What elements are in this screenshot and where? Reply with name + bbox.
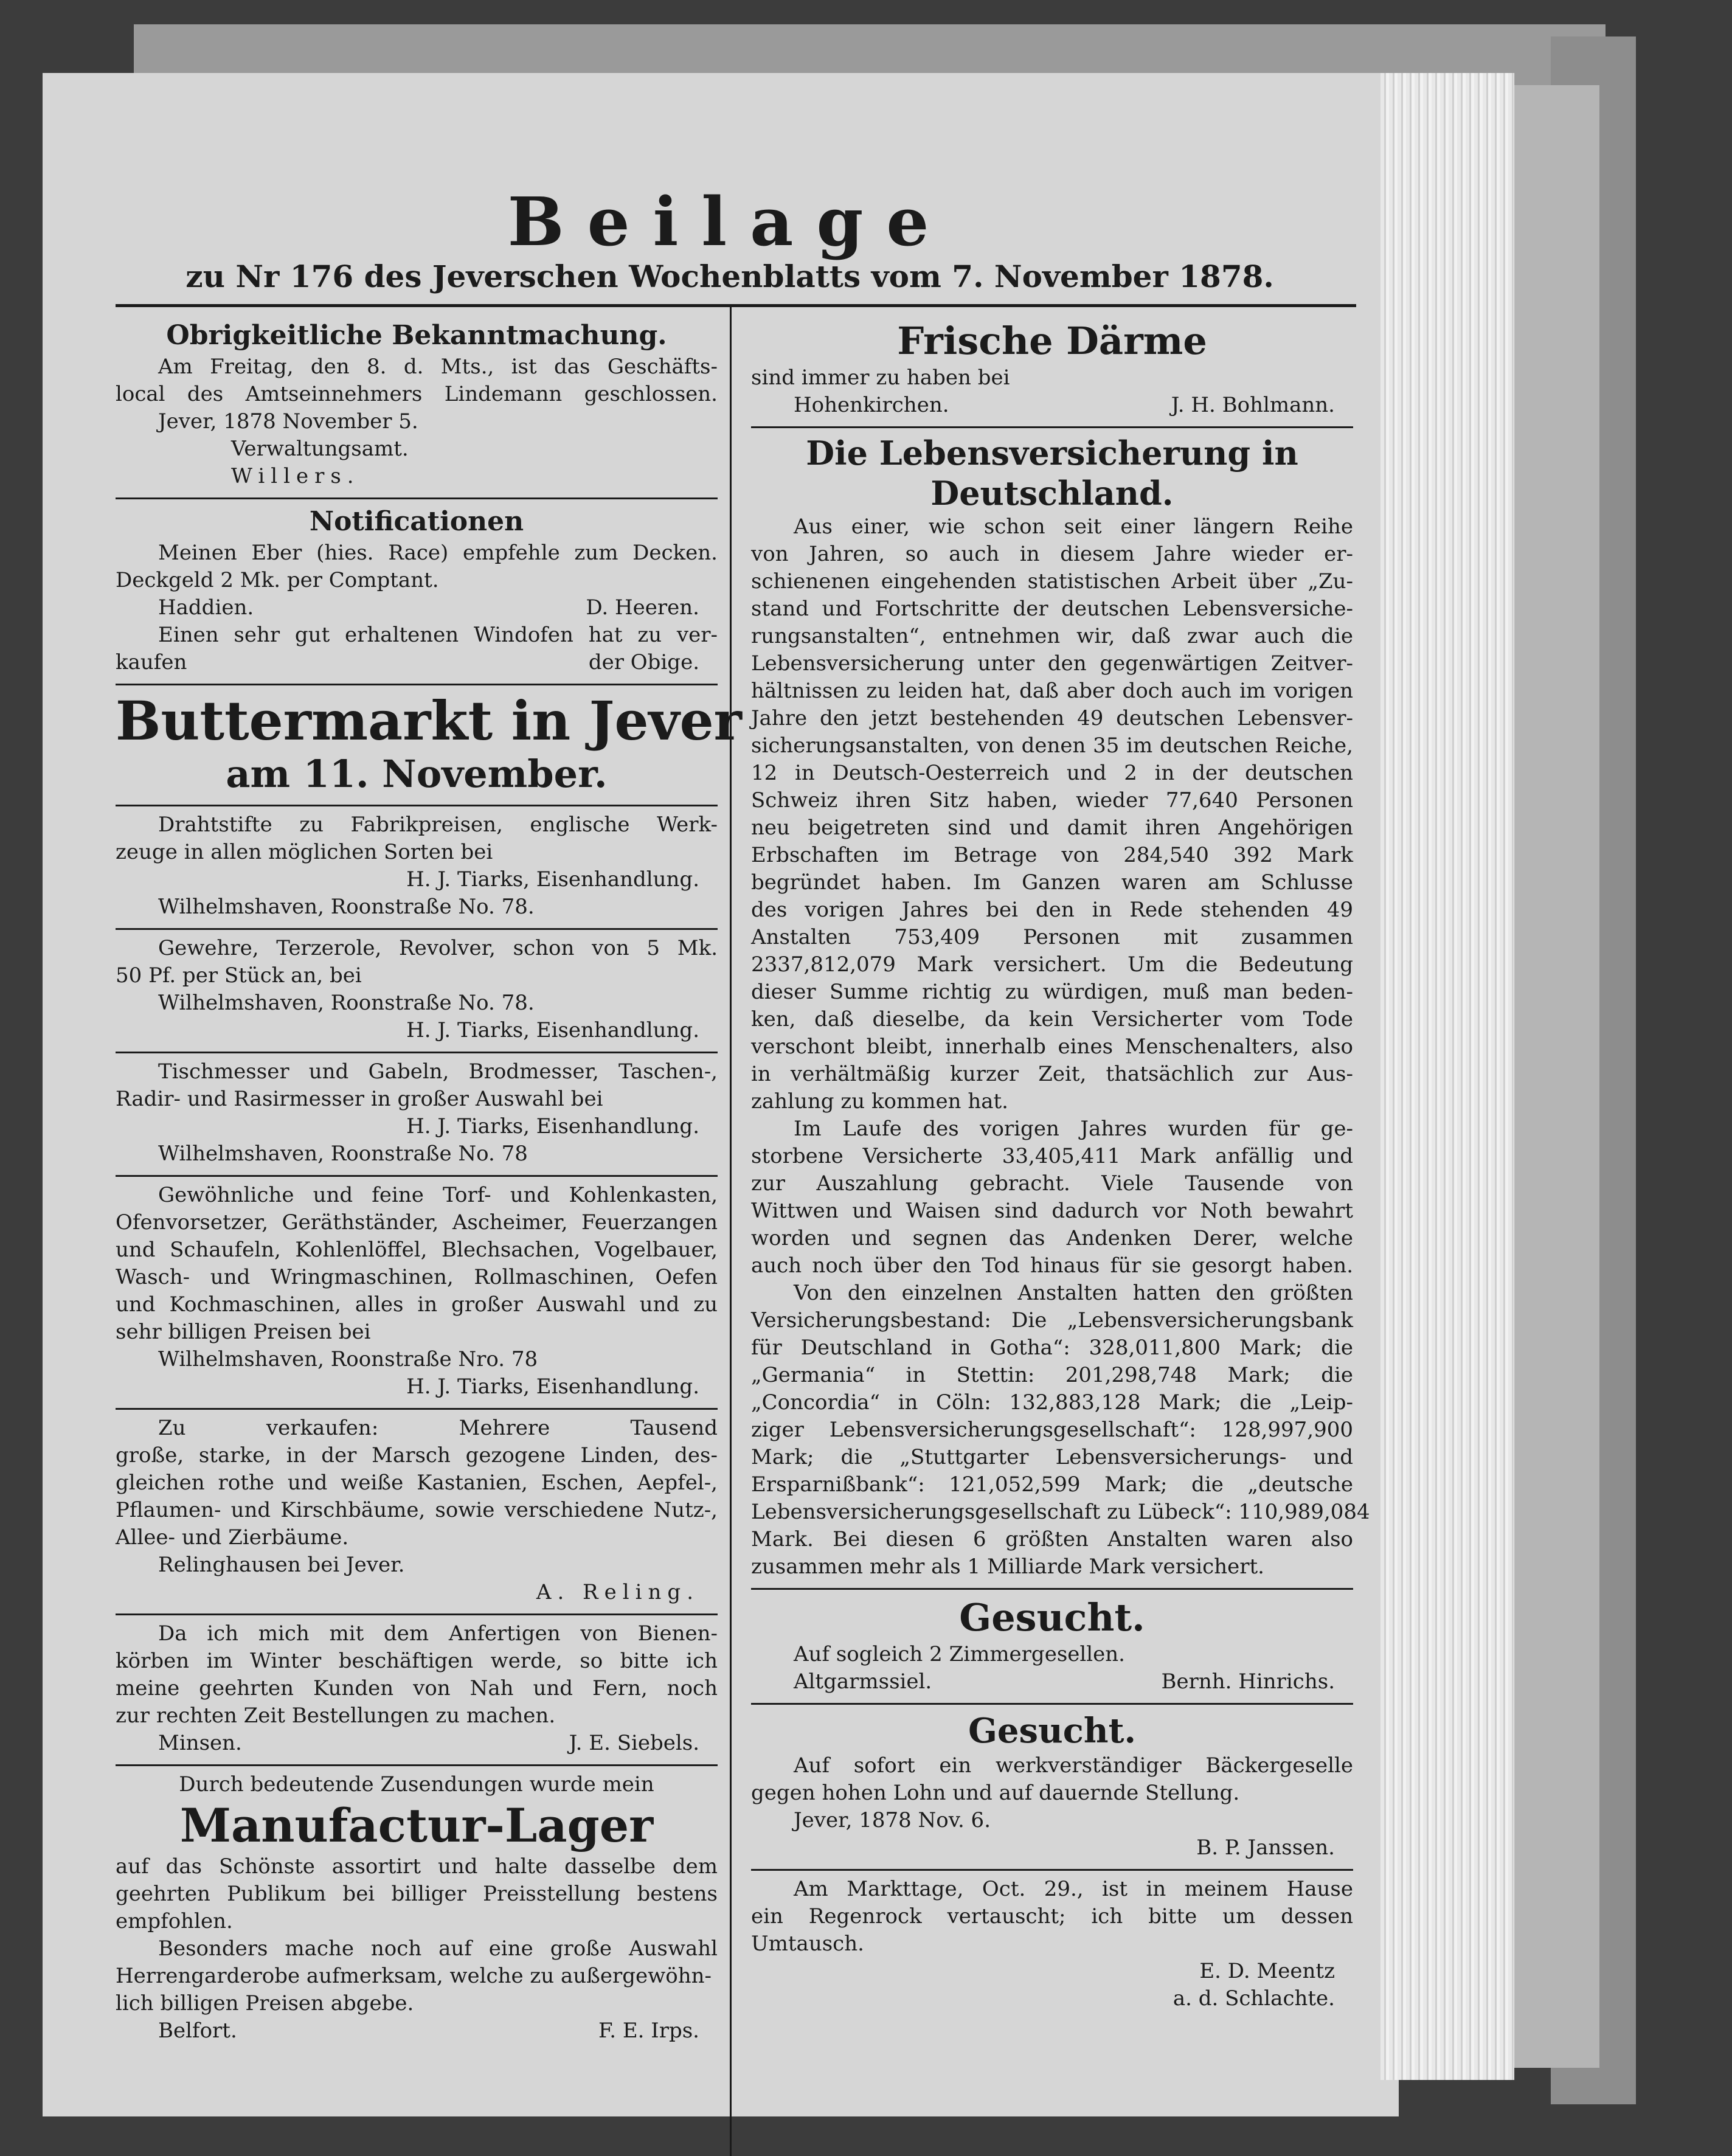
firm-name: H. J. Tiarks, Eisenhandlung. [406,1374,699,1399]
place: Minsen. [158,1731,242,1755]
signature-row [116,594,718,622]
text-line: 50 Pf. per Stück an, bei [116,963,362,988]
text-line: Zu verkaufen: Mehrere Tausend [158,1416,718,1440]
text-line: dieser Summe richtig zu würdigen, muß man beden- [751,980,1353,1004]
text-line: sehr billigen Preisen bei [116,1320,371,1344]
text-line: lich billigen Preisen abgebe. [116,1991,414,2016]
text-line: hältnissen zu leiden hat, daß aber doch auch im vorigen [751,679,1353,703]
article-title-line1: Die Lebensversicherung in [806,434,1298,473]
text-line: Anstalten 753,409 Personen mit zusammen [751,925,1353,949]
text-line: ziger Lebensversicherungsgesellschaft“: 128,997,900 [751,1418,1353,1442]
text-line: auf das Schönste assortirt und halte dasselbe dem [116,1854,718,1879]
text-line: Auf sogleich 2 Zimmergesellen. [794,1642,1125,1666]
text-line: zahlung zu kommen hat. [751,1089,1008,1114]
page-content [103,182,1370,2104]
text-line: stand und Fortschritte der deutschen Lebensversiche- [751,597,1353,621]
column-divider [730,307,732,2156]
gesucht-title: Gesucht. [968,1711,1136,1751]
text-line: Jahre den jetzt bestehenden 49 deutschen Lebensver- [751,706,1353,730]
text-line: Am Freitag, den 8. d. Mts., ist das Geschäfts- [158,355,718,379]
text-line: kaufen [116,650,187,674]
signature: A. Reling. [536,1580,699,1604]
text-line: Allee- und Zierbäume. [116,1525,349,1550]
text-line: große, starke, in der Marsch gezogene Linden, des- [116,1443,718,1468]
manufactur-title: Manufactur-Lager [179,1798,654,1853]
text-line: Erbschaften im Betrage von 284,540 392 Mark [751,843,1353,867]
text-line: ken, daß dieselbe, da kein Versicherter vom Tode [751,1007,1353,1031]
text-line: verschont bleibt, innerhalb eines Menschenalters, also [751,1035,1353,1059]
book-cover-edge [1514,85,1599,2068]
place: Altgarmssiel. [794,1669,932,1694]
place: Haddien. [158,595,254,620]
book-page-edges [1380,73,1514,2080]
text-line: empfohlen. [116,1909,233,1933]
text-line: Versicherungsbestand: Die „Lebensversicherungsbank [751,1308,1353,1333]
text-line: und Kochmaschinen, alles in großer Auswahl und zu [116,1292,718,1317]
article-lebensversicherung [751,428,1370,1590]
firm-address: Wilhelmshaven, Roonstraße No. 78 [158,1142,528,1166]
ad-drahtstifte [116,806,718,930]
article-paragraph [751,1115,1353,1280]
text-line: zur Auszahlung gebracht. Viele Tausende von [751,1171,1353,1196]
ad-regenrock [751,1871,1353,2020]
text-line: geehrten Publikum bei billiger Preisstellung bestens [116,1882,718,1906]
daerme-title: Frische Därme [897,319,1207,363]
text-row [116,649,718,676]
firm-address: Wilhelmshaven, Roonstraße Nro. 78 [158,1347,538,1371]
ad-bienenkoerbe [116,1615,718,1766]
text-line: Ofenvorsetzer, Geräthständer, Ascheimer, Feuerzangen [116,1210,718,1235]
text-line: Tischmesser und Gabeln, Brodmesser, Taschen-, [158,1059,718,1084]
text-line: schienenen eingehenden statistischen Arbeit über „Zu- [751,569,1353,594]
signature: B. P. Janssen. [1196,1835,1335,1860]
text-line: Wittwen und Waisen sind dadurch vor Noth bewahrt [751,1199,1353,1223]
date: Jever, 1878 Nov. 6. [794,1808,991,1832]
text-line: Da ich mich mit dem Anfertigen von Bienen- [158,1621,718,1646]
text-line: ein Regenrock vertauscht; ich bitte um dessen [751,1904,1353,1929]
signature-location: a. d. Schlachte. [1173,1986,1335,2011]
signature: J. E. Siebels. [569,1731,699,1755]
place: Belfort. [158,2019,237,2043]
text-line: Gewehre, Terzerole, Revolver, schon von 5 Mk. [158,936,718,960]
notifications [116,499,718,685]
text-line: gleichen rothe und weiße Kastanien, Eschen, Aepfel-, [116,1471,718,1495]
right-column [751,313,1370,2020]
signature: J. H. Bohlmann. [1171,393,1335,417]
text-line: Ersparnißbank“: 121,052,599 Mark; die „deutsche [751,1472,1353,1497]
text-line: für Deutschland in Gotha“: 328,011,800 Mark; die [751,1336,1353,1360]
text-line: Wasch- und Wringmaschinen, Rollmaschinen, Oefen [116,1265,718,1289]
text-line: sicherungsanstalten, von denen 35 im deutschen Reiche, [751,733,1353,758]
firm-address: Wilhelmshaven, Roonstraße No. 78. [158,991,535,1015]
firm-address: Wilhelmshaven, Roonstraße No. 78. [158,895,535,919]
text-line: meine geehrten Kunden von Nah und Fern, noch [116,1676,718,1700]
text-line: local des Amtseinnehmers Lindemann geschlossen. [116,382,718,406]
buttermarkt-title: Buttermarkt in Jever [116,689,742,752]
firm-name: H. J. Tiarks, Eisenhandlung. [406,1114,699,1139]
signature: D. Heeren. [586,595,699,620]
signature: E. D. Meentz [1199,1959,1335,1983]
text-line: in verhältmäßig kurzer Zeit, thatsächlich zur Aus- [751,1062,1353,1086]
text-line: zusammen mehr als 1 Milliarde Mark versichert. [751,1555,1264,1579]
ad-kohlenkasten [116,1177,718,1410]
text-line: Besonders mache noch auf eine große Auswahl [158,1936,718,1961]
signature: F. E. Irps. [598,2019,699,2043]
official-notice-heading: Obrigkeitliche Bekanntmachung. [166,320,667,351]
text-line: Mark; die „Stuttgarter Lebensversicherungs- und [751,1445,1353,1469]
text-line: Von den einzelnen Anstalten hatten den größten [794,1281,1353,1305]
ad-daerme [751,313,1353,428]
text-line: Meinen Eber (hies. Race) empfehle zum Decken. [158,541,718,565]
notice-office: Verwaltungsamt. [231,437,409,461]
text-line: Im Laufe des vorigen Jahres wurden für ge- [794,1117,1353,1141]
ad-manufactur [116,1766,718,2052]
text-line: Einen sehr gut erhaltenen Windofen hat zu ver- [158,623,718,647]
signature-row [751,1668,1353,1696]
official-notice [116,313,718,499]
text-line: rungsanstalten“, entnehmen wir, daß zwar auch die [751,624,1353,648]
text-line: auch noch über den Tod hinaus für sie gesorgt haben. [751,1253,1353,1278]
ad-gewehre [116,930,718,1053]
text-line: Gewöhnliche und feine Torf- und Kohlenkasten, [158,1183,718,1207]
notice-date: Jever, 1878 November 5. [158,409,418,434]
text-line: neu beigetreten sind und damit ihren Angehörigen [751,816,1353,840]
text-line: und Schaufeln, Kohlenlöffel, Blechsachen, Vogelbauer, [116,1238,718,1262]
text-line: Aus einer, wie schon seit einer längern Reihe [794,515,1353,539]
text-line: Mark. Bei diesen 6 größten Anstalten waren also [751,1527,1353,1551]
supplement-title: Beilage [507,182,952,261]
ad-gesucht-zimmergesellen [751,1590,1353,1705]
text-line: sind immer zu haben bei [751,366,1010,390]
gesucht-title: Gesucht. [959,1595,1145,1640]
article-paragraph [751,1280,1370,1553]
text-line: Lebensversicherung unter den gegenwärtigen Zeitver- [751,651,1353,676]
firm-name: H. J. Tiarks, Eisenhandlung. [406,867,699,892]
signature-row [116,2017,718,2045]
article-title-line2: Deutschland. [930,474,1174,513]
text-line: gegen hohen Lohn und auf dauernde Stellung. [751,1781,1240,1805]
text-line: zur rechten Zeit Bestellungen zu machen. [116,1704,556,1728]
signature: Bernh. Hinrichs. [1161,1669,1335,1694]
text-line: begründet haben. Im Ganzen waren am Schlusse [751,870,1353,895]
text-line: Auf sofort ein werkverständiger Bäckergeselle [794,1753,1353,1778]
text-line: 12 in Deutsch-Oesterreich und 2 in der deutschen [751,761,1353,785]
text-line: worden und segnen das Andenken Derer, welche [751,1226,1353,1250]
ad-baeume [116,1410,718,1615]
notifications-heading: Notificationen [309,506,524,537]
ad-gesucht-baeckergeselle [751,1705,1353,1871]
text-line: zeuge in allen möglichen Sorten bei [116,840,493,864]
text-line: des vorigen Jahres bei den in Rede stehenden 49 [751,898,1353,922]
left-column [116,313,742,2052]
text-line: „Concordia“ in Cöln: 132,883,128 Mark; die „Leip- [751,1390,1353,1415]
notice-signature: Willers. [231,464,360,488]
ad-tischmesser [116,1053,718,1177]
place: Relinghausen bei Jever. [158,1553,405,1577]
text-line: Deckgeld 2 Mk. per Comptant. [116,568,439,592]
text-line: Pflaumen- und Kirschbäume, sowie verschiedene Nutz-, [116,1498,718,1522]
text-line: Umtausch. [751,1932,864,1956]
text-line: Durch bedeutende Zusendungen wurde mein [179,1772,654,1797]
text-line: Am Markttage, Oct. 29., ist in meinem Hause [794,1877,1353,1901]
text-line: storbene Versicherte 33,405,411 Mark anfällig und [751,1144,1353,1168]
signature-row [116,1730,718,1757]
article-paragraph [751,513,1353,1088]
text-line: Radir- und Rasirmesser in großer Auswahl bei [116,1087,603,1111]
text-line: Lebensversicherungsgesellschaft zu Lübeck“: 110,989,084 [751,1500,1370,1524]
buttermarkt-date: am 11. November. [226,752,608,796]
text-line: Drahtstifte zu Fabrikpreisen, englische Werk- [158,813,718,837]
text-line: Schweiz ihren Sitz haben, wieder 77,640 Personen [751,788,1353,813]
signature-row [751,392,1353,419]
header-rule [116,304,1356,307]
firm-name: H. J. Tiarks, Eisenhandlung. [406,1018,699,1042]
text-line: Herrengarderobe aufmerksam, welche zu außergewöhn- [116,1964,712,1988]
buttermarkt-ad [116,685,742,806]
place: Hohenkirchen. [794,393,949,417]
text-line: körben im Winter beschäftigen werde, so bitte ich [116,1649,718,1673]
text-line: von Jahren, so auch in diesem Jahre wieder er- [751,542,1353,566]
text-line: 2337,812,079 Mark versichert. Um die Bedeutung [751,952,1353,977]
supplement-subtitle: zu Nr 176 des Jeverschen Wochenblatts vom 7. November 1878. [185,258,1274,294]
signature: der Obige. [588,650,699,674]
text-line: „Germania“ in Stettin: 201,298,748 Mark; die [751,1363,1353,1387]
